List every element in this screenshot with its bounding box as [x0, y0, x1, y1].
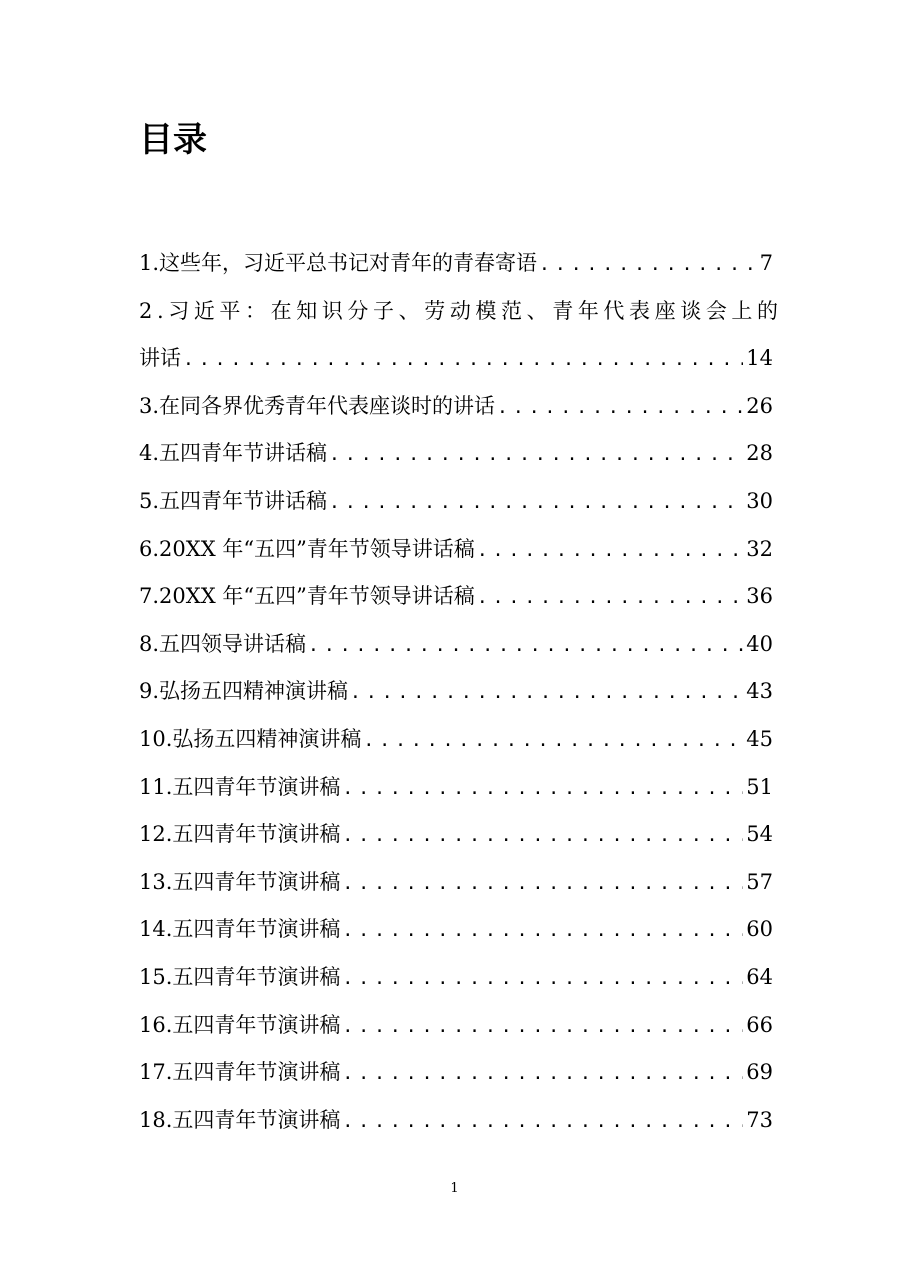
toc-dot-leader — [183, 336, 743, 384]
toc-entry[interactable] — [139, 430, 773, 478]
footer-page-number: 1 — [450, 1181, 459, 1196]
toc-entry[interactable] — [139, 954, 773, 1002]
toc-dot-leader — [342, 765, 743, 813]
toc-entry[interactable] — [139, 1097, 773, 1145]
toc-page-number: 66 — [746, 1012, 773, 1037]
toc-dot-leader — [342, 860, 743, 908]
toc-dot-leader — [342, 1098, 743, 1146]
toc-dot-leader — [329, 479, 743, 527]
toc-page-number: 57 — [746, 869, 773, 894]
toc-entry[interactable] — [139, 859, 773, 907]
toc-entry-text: 讲话 — [139, 346, 181, 371]
toc-entry[interactable] — [139, 240, 773, 288]
toc-entry-text: 6.20XX 年“五四”青年节领导讲话稿 — [139, 536, 475, 561]
toc-dot-leader — [477, 527, 743, 575]
toc-entry-text: 9.弘扬五四精神演讲稿 — [139, 679, 349, 704]
toc-entry-text: 8.五四领导讲话稿 — [139, 631, 307, 656]
toc-entry-text: 17.五四青年节演讲稿 — [139, 1060, 341, 1085]
toc-dot-leader — [342, 1050, 743, 1098]
toc-entry-text: 7.20XX 年“五四”青年节领导讲话稿 — [139, 584, 475, 609]
toc-page-number: 14 — [746, 346, 773, 371]
toc-dot-leader — [350, 669, 743, 717]
toc-page-number: 36 — [746, 584, 773, 609]
toc-entry-text: 16.五四青年节演讲稿 — [139, 1012, 341, 1037]
toc-entry[interactable] — [139, 383, 773, 431]
toc-page-number: 45 — [746, 726, 773, 751]
toc-entry[interactable] — [139, 668, 773, 716]
table-of-contents — [139, 240, 783, 1144]
toc-entry-text: 2.习近平：在知识分子、劳动模范、青年代表座谈会上的 — [139, 298, 783, 323]
toc-page-number: 32 — [746, 536, 773, 561]
toc-dot-leader — [342, 1003, 743, 1051]
toc-page-number: 26 — [746, 393, 773, 418]
toc-entry-first-line[interactable] — [139, 288, 783, 336]
toc-page-number: 51 — [746, 774, 773, 799]
toc-dot-leader — [329, 431, 743, 479]
toc-page-number: 69 — [746, 1060, 773, 1085]
toc-dot-leader — [342, 907, 743, 955]
toc-dot-leader — [342, 812, 743, 860]
toc-dot-leader — [308, 622, 743, 670]
toc-entry[interactable] — [139, 811, 773, 859]
toc-entry[interactable] — [139, 526, 773, 574]
toc-entry-text: 3.在同各界优秀青年代表座谈时的讲话 — [139, 393, 496, 418]
toc-entry[interactable] — [139, 478, 773, 526]
toc-page-number: 73 — [746, 1107, 773, 1132]
toc-entry-continuation[interactable] — [139, 335, 773, 383]
toc-dot-leader — [497, 384, 743, 432]
toc-page-number: 28 — [746, 441, 773, 466]
toc-entry-text: 15.五四青年节演讲稿 — [139, 964, 341, 989]
toc-entry-text: 10.弘扬五四精神演讲稿 — [139, 726, 362, 751]
toc-page-number: 60 — [746, 917, 773, 942]
toc-dot-leader — [539, 241, 757, 289]
toc-page-number: 30 — [746, 488, 773, 513]
toc-dot-leader — [342, 955, 743, 1003]
toc-page-number: 7 — [759, 251, 773, 275]
toc-entry-text: 5.五四青年节讲话稿 — [139, 488, 328, 513]
page-title: 目录 — [139, 120, 207, 160]
toc-entry[interactable] — [139, 1049, 773, 1097]
toc-entry-text: 12.五四青年节演讲稿 — [139, 822, 341, 847]
toc-entry[interactable] — [139, 764, 773, 812]
toc-entry-text: 4.五四青年节讲话稿 — [139, 441, 328, 466]
toc-entry[interactable] — [139, 906, 773, 954]
toc-entry[interactable] — [139, 716, 773, 764]
toc-entry-text: 13.五四青年节演讲稿 — [139, 869, 341, 894]
toc-page-number: 64 — [746, 964, 773, 989]
toc-page-number: 54 — [746, 822, 773, 847]
toc-entry-text: 18.五四青年节演讲稿 — [139, 1107, 341, 1132]
toc-entry-text: 1.这些年，习近平总书记对青年的青春寄语 — [139, 251, 538, 275]
toc-page-number: 40 — [746, 631, 773, 656]
toc-entry[interactable] — [139, 573, 773, 621]
toc-dot-leader — [477, 574, 743, 622]
toc-page-number: 43 — [746, 679, 773, 704]
toc-dot-leader — [363, 717, 743, 765]
toc-entry-text: 11.五四青年节演讲稿 — [139, 774, 341, 799]
toc-entry[interactable] — [139, 621, 773, 669]
toc-entry[interactable] — [139, 1002, 773, 1050]
toc-entry-text: 14.五四青年节演讲稿 — [139, 917, 341, 942]
